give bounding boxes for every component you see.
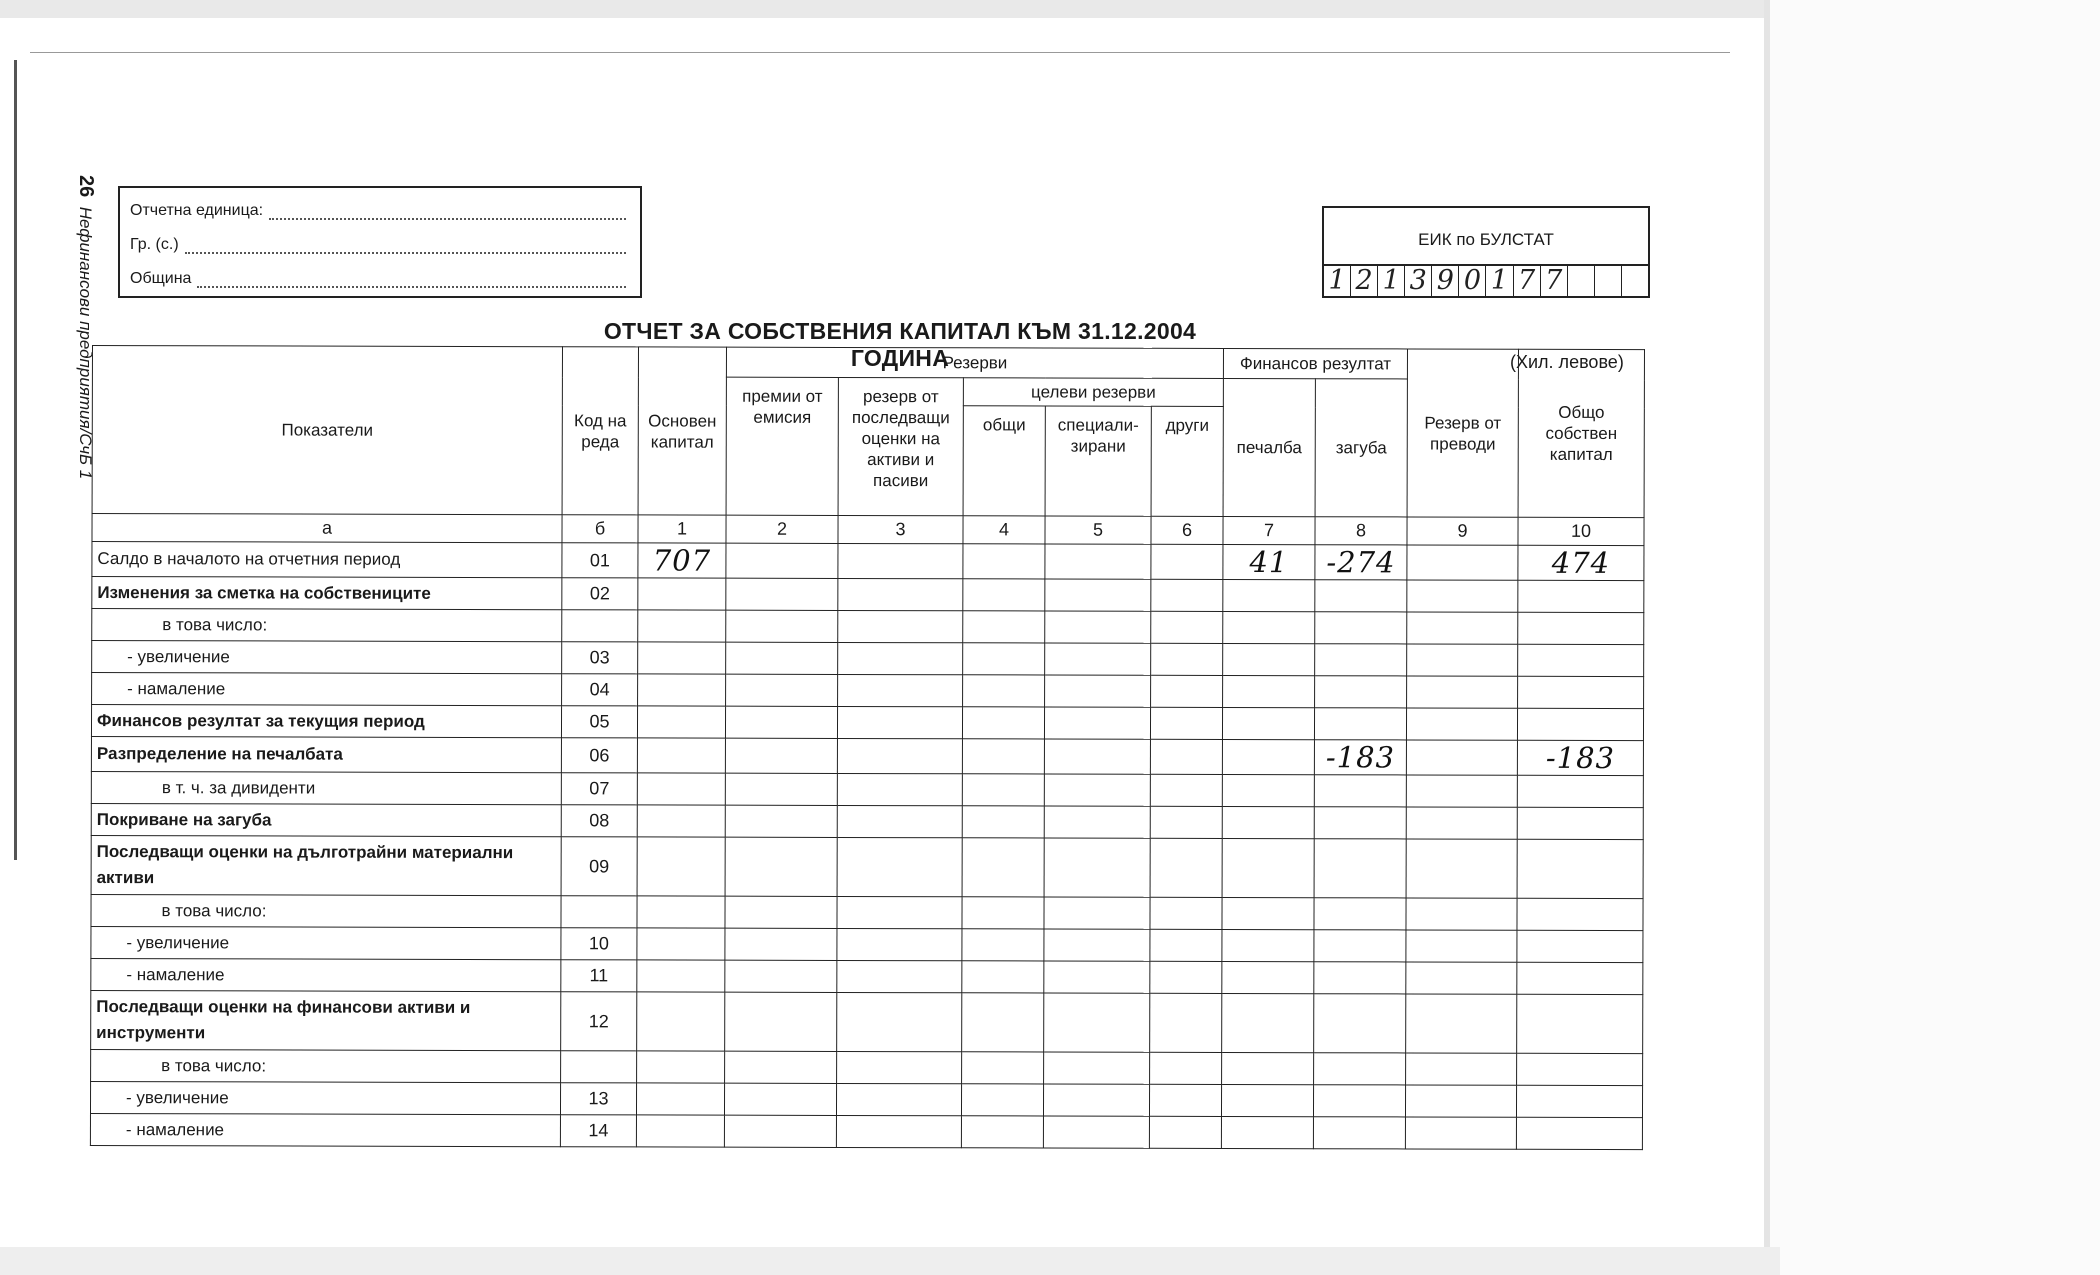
value-cell[interactable]: [1314, 898, 1406, 930]
value-cell[interactable]: [725, 706, 837, 738]
eik-digit[interactable]: 0: [1459, 266, 1486, 296]
value-cell[interactable]: [1315, 676, 1407, 708]
eik-digit[interactable]: 7: [1541, 266, 1568, 296]
value-cell[interactable]: [1517, 962, 1643, 994]
value-cell[interactable]: [1314, 1053, 1406, 1085]
row-code: 06: [561, 738, 637, 773]
value-cell[interactable]: [1518, 612, 1644, 644]
value-cell[interactable]: [638, 674, 726, 706]
value-cell[interactable]: [1314, 839, 1406, 898]
row-label: Разпределение на печалбата: [91, 736, 561, 772]
value-cell[interactable]: [1314, 775, 1406, 807]
value-cell[interactable]: [1516, 1117, 1642, 1149]
value-cell[interactable]: [1518, 708, 1644, 740]
row-label: Последващи оценки на финансови активи и инструменти: [91, 990, 561, 1050]
table-body: [90, 542, 1644, 1150]
eik-digit[interactable]: 1: [1486, 266, 1513, 296]
column-number: 9: [1407, 517, 1518, 545]
value-cell[interactable]: [1407, 545, 1518, 580]
value-cell[interactable]: [1044, 806, 1150, 838]
row-label: в това число:: [91, 894, 561, 927]
value-cell[interactable]: [1406, 807, 1517, 839]
value-cell[interactable]: [1222, 929, 1314, 961]
header-reserves: Резерви: [726, 347, 1223, 378]
eik-digit[interactable]: [1568, 266, 1595, 296]
eik-digit[interactable]: 1: [1324, 266, 1351, 296]
row-code: 02: [562, 578, 638, 610]
value-cell[interactable]: [837, 1051, 962, 1083]
value-cell[interactable]: [1044, 739, 1150, 774]
value-cell[interactable]: [1044, 929, 1150, 961]
value-cell[interactable]: [1405, 1117, 1516, 1149]
value-cell[interactable]: [963, 579, 1045, 611]
value-cell[interactable]: [725, 992, 837, 1051]
row-code: 10: [561, 928, 637, 960]
header-other: други: [1151, 406, 1223, 516]
value-cell[interactable]: [1407, 644, 1518, 676]
row-label: - увеличение: [90, 1081, 560, 1114]
reporting-unit-row: [130, 190, 626, 220]
value-cell[interactable]: [963, 611, 1045, 643]
page-edge-line: [14, 60, 17, 860]
row-code: 14: [560, 1115, 636, 1147]
value-cell[interactable]: [1407, 580, 1518, 612]
reporting-unit-field[interactable]: [269, 206, 626, 220]
value-cell[interactable]: [1315, 612, 1407, 644]
table-row: [91, 926, 1643, 962]
value-cell[interactable]: [1045, 611, 1151, 643]
table-row: [91, 1049, 1643, 1085]
value-cell[interactable]: [1517, 775, 1643, 807]
value-cell[interactable]: [962, 961, 1044, 993]
row-label: в това число:: [92, 609, 562, 642]
value-cell[interactable]: [724, 1115, 836, 1147]
table-row: [90, 1113, 1642, 1149]
table-row: [91, 835, 1643, 898]
value-cell[interactable]: [1150, 961, 1222, 993]
row-label: - увеличение: [91, 926, 561, 959]
value-cell[interactable]: [726, 543, 838, 578]
value-cell[interactable]: [637, 928, 725, 960]
value-cell[interactable]: [1314, 930, 1406, 962]
value-cell[interactable]: [1517, 898, 1643, 930]
scan-dash-line: [30, 52, 1730, 53]
value-cell[interactable]: [1314, 962, 1406, 994]
value-cell[interactable]: [1517, 930, 1643, 962]
value-cell[interactable]: [963, 675, 1045, 707]
row-label: Салдо в началото на отчетния период: [92, 542, 562, 578]
value-cell[interactable]: [961, 1084, 1043, 1116]
table-row: [90, 1081, 1642, 1117]
value-cell[interactable]: [726, 610, 838, 642]
value-cell[interactable]: [1517, 1085, 1643, 1117]
value-cell[interactable]: [1044, 993, 1150, 1052]
value-cell[interactable]: [725, 805, 837, 837]
value-cell[interactable]: [1044, 707, 1150, 739]
table-row: [92, 641, 1644, 677]
value-cell[interactable]: [837, 738, 962, 773]
value-cell[interactable]: [638, 578, 726, 610]
value-cell[interactable]: [1406, 775, 1517, 807]
row-code: [562, 610, 638, 642]
row-label: - намаление: [90, 1113, 560, 1146]
city-field[interactable]: [185, 240, 626, 254]
table-row: [91, 771, 1643, 807]
header-main-capital: Основен капитал: [638, 347, 726, 515]
value-cell[interactable]: [1406, 1085, 1517, 1117]
header-premium: премии от емисия: [726, 377, 838, 515]
value-cell[interactable]: [1045, 643, 1151, 675]
value-cell[interactable]: [637, 992, 725, 1051]
value-cell[interactable]: [1151, 675, 1223, 707]
value-cell[interactable]: [726, 674, 838, 706]
row-label: - намаление: [92, 673, 562, 706]
column-number: 8: [1315, 517, 1407, 545]
value-cell[interactable]: [1223, 675, 1315, 707]
eik-digit[interactable]: 7: [1514, 266, 1541, 296]
value-cell[interactable]: [725, 773, 837, 805]
value-cell[interactable]: [1407, 708, 1518, 740]
row-label: Последващи оценки на дълготрайни материални активи: [91, 835, 561, 895]
eik-box: [1322, 206, 1650, 298]
equity-table: [90, 345, 1645, 1150]
report-title: ОТЧЕТ ЗА СОБСТВЕНИЯ КАПИТАЛ КЪМ 31.12.2004 ГОДИНА: [603, 318, 1197, 371]
header-indicators: Показатели: [92, 346, 562, 515]
value-cell[interactable]: [725, 837, 837, 896]
value-cell[interactable]: [1045, 675, 1151, 707]
value-cell[interactable]: [637, 738, 725, 773]
equity-table-wrapper: [90, 345, 1644, 1189]
reporting-unit-label: Отчетна единица:: [130, 202, 264, 219]
table-row: [91, 705, 1643, 741]
value-cell[interactable]: [962, 897, 1044, 929]
value-cell[interactable]: [1406, 898, 1517, 930]
row-code: 03: [562, 642, 638, 674]
row-code: 07: [561, 773, 637, 805]
table-row: [92, 542, 1644, 581]
eik-digit[interactable]: 3: [1405, 266, 1432, 296]
value-cell[interactable]: [1150, 993, 1222, 1052]
city-row: [130, 224, 626, 254]
header-translation-reserve: Резерв от преводи: [1407, 349, 1518, 517]
row-code: 11: [561, 960, 637, 992]
value-cell[interactable]: [1150, 739, 1222, 774]
value-cell[interactable]: [1222, 993, 1314, 1052]
column-number: 2: [726, 515, 838, 543]
column-number: 7: [1223, 516, 1315, 544]
value-cell[interactable]: [1313, 1117, 1405, 1149]
value-cell[interactable]: [1044, 961, 1150, 993]
value-cell[interactable]: [838, 610, 963, 642]
value-cell[interactable]: [962, 806, 1044, 838]
table-row: [91, 803, 1643, 839]
header-revaluation: резерв от последващи оценки на активи и пасиви: [838, 377, 963, 515]
value-cell[interactable]: -274: [1315, 545, 1407, 580]
value-cell[interactable]: [1222, 1052, 1314, 1084]
value-cell[interactable]: [1407, 612, 1518, 644]
value-cell[interactable]: [637, 960, 725, 992]
value-cell[interactable]: [962, 774, 1044, 806]
value-cell[interactable]: [1221, 1084, 1313, 1116]
side-title: Нефинансови предприятия/СчБ 1: [76, 206, 95, 480]
eik-digit[interactable]: 1: [1378, 266, 1405, 296]
column-number: 6: [1151, 516, 1223, 544]
value-cell[interactable]: [1222, 961, 1314, 993]
value-cell[interactable]: [1517, 807, 1643, 839]
scan-bottom-edge: [0, 1247, 1780, 1275]
value-cell[interactable]: [1517, 1053, 1643, 1085]
value-cell[interactable]: [962, 739, 1044, 774]
row-label: в т. ч. за дивиденти: [91, 771, 561, 804]
value-cell[interactable]: [1313, 1085, 1405, 1117]
value-cell[interactable]: [838, 543, 963, 578]
value-cell[interactable]: [638, 642, 726, 674]
value-cell[interactable]: [837, 896, 962, 928]
value-cell[interactable]: [1518, 676, 1644, 708]
value-cell[interactable]: [1315, 644, 1407, 676]
header-profit: печалба: [1223, 378, 1315, 516]
value-cell[interactable]: [637, 837, 725, 896]
header-row-code: Код на реда: [562, 347, 638, 515]
value-cell[interactable]: [1150, 1052, 1222, 1084]
value-cell[interactable]: [1043, 1084, 1149, 1116]
value-cell[interactable]: [1149, 1116, 1221, 1148]
header-total-equity: Общо собствен капитал: [1518, 349, 1644, 517]
value-cell[interactable]: [637, 706, 725, 738]
value-cell[interactable]: [1406, 994, 1517, 1053]
value-cell[interactable]: [725, 960, 837, 992]
value-cell[interactable]: [837, 805, 962, 837]
header-fin-result: Финансов резултат: [1223, 348, 1407, 378]
value-cell[interactable]: [725, 1051, 837, 1083]
value-cell[interactable]: [962, 1052, 1044, 1084]
value-cell[interactable]: [1222, 897, 1314, 929]
value-cell[interactable]: [1222, 739, 1314, 774]
value-cell[interactable]: [961, 1116, 1043, 1148]
column-number: 3: [838, 515, 963, 543]
value-cell[interactable]: [726, 642, 838, 674]
row-label: Финансов резултат за текущия период: [91, 705, 561, 738]
value-cell[interactable]: [1406, 962, 1517, 994]
value-cell[interactable]: [1043, 1116, 1149, 1148]
value-cell[interactable]: [1151, 544, 1223, 579]
row-code: 04: [562, 674, 638, 706]
value-cell[interactable]: [838, 578, 963, 610]
value-cell[interactable]: [1407, 676, 1518, 708]
row-code: 08: [561, 805, 637, 837]
value-cell[interactable]: [1222, 774, 1314, 806]
value-cell[interactable]: [1150, 838, 1222, 897]
value-cell[interactable]: 707: [638, 543, 726, 578]
municipality-row: [130, 258, 626, 288]
value-cell[interactable]: [962, 707, 1044, 739]
value-cell[interactable]: [837, 960, 962, 992]
header-specialized: специали-зирани: [1045, 406, 1151, 516]
table-row: [91, 894, 1643, 930]
value-cell[interactable]: [836, 1083, 961, 1115]
value-cell[interactable]: [1518, 580, 1644, 612]
value-cell[interactable]: [1517, 839, 1643, 898]
value-cell[interactable]: [1044, 1052, 1150, 1084]
table-row: [92, 577, 1644, 613]
value-cell[interactable]: -183: [1517, 740, 1643, 775]
value-cell[interactable]: [1222, 707, 1314, 739]
row-code: [561, 896, 637, 928]
value-cell[interactable]: [1044, 774, 1150, 806]
value-cell[interactable]: [1314, 807, 1406, 839]
value-cell[interactable]: [1221, 1116, 1313, 1148]
value-cell[interactable]: [1518, 644, 1644, 676]
column-number: 10: [1518, 517, 1644, 545]
value-cell[interactable]: [1315, 580, 1407, 612]
value-cell[interactable]: [1406, 740, 1517, 775]
value-cell[interactable]: 474: [1518, 545, 1644, 580]
row-code: 01: [562, 543, 638, 578]
value-cell[interactable]: [1222, 806, 1314, 838]
value-cell[interactable]: [963, 643, 1045, 675]
row-label: Покриване на загуба: [91, 803, 561, 836]
value-cell[interactable]: [638, 610, 726, 642]
column-number: 4: [963, 516, 1045, 544]
value-cell[interactable]: [1223, 643, 1315, 675]
value-cell[interactable]: [1314, 708, 1406, 740]
column-number: а: [92, 514, 562, 543]
municipality-label: Община: [130, 270, 192, 287]
table-row: [91, 736, 1643, 775]
reporting-unit-box: [118, 186, 642, 298]
table-row: [91, 990, 1643, 1053]
value-cell[interactable]: [636, 1083, 724, 1115]
value-cell[interactable]: [837, 837, 962, 896]
row-label: Изменения за сметка на собствениците: [92, 577, 562, 610]
column-number: б: [562, 515, 638, 543]
value-cell[interactable]: [1223, 579, 1315, 611]
header-general: общи: [963, 406, 1045, 516]
row-code: 13: [560, 1083, 636, 1115]
header-loss: загуба: [1315, 379, 1407, 517]
value-cell[interactable]: [836, 1115, 961, 1147]
value-cell[interactable]: [1406, 1053, 1517, 1085]
value-cell[interactable]: [962, 993, 1044, 1052]
value-cell[interactable]: [1150, 774, 1222, 806]
header-target-reserves: целеви резерви: [963, 378, 1223, 407]
row-label: в това число:: [91, 1049, 561, 1082]
value-cell[interactable]: [1517, 994, 1643, 1053]
page-number: 26: [75, 175, 97, 198]
value-cell[interactable]: [963, 544, 1045, 579]
eik-label: ЕИК по БУЛСТАТ: [1418, 230, 1554, 249]
value-cell[interactable]: [637, 773, 725, 805]
value-cell[interactable]: [724, 1083, 836, 1115]
value-cell[interactable]: [837, 706, 962, 738]
value-cell[interactable]: [636, 1115, 724, 1147]
row-label: - намаление: [91, 958, 561, 991]
value-cell[interactable]: [838, 642, 963, 674]
value-cell[interactable]: [962, 838, 1044, 897]
column-number: 1: [638, 515, 726, 543]
value-cell[interactable]: [1149, 1084, 1221, 1116]
municipality-field[interactable]: [197, 274, 626, 288]
value-cell[interactable]: [725, 928, 837, 960]
value-cell[interactable]: [1150, 806, 1222, 838]
row-code: 09: [561, 837, 637, 896]
value-cell[interactable]: [1406, 930, 1517, 962]
value-cell[interactable]: -183: [1314, 740, 1406, 775]
value-cell[interactable]: [838, 674, 963, 706]
value-cell[interactable]: [725, 896, 837, 928]
eik-digit[interactable]: 9: [1432, 266, 1459, 296]
value-cell[interactable]: [962, 929, 1044, 961]
value-cell[interactable]: [637, 805, 725, 837]
table-row: [92, 673, 1644, 709]
scan-right-margin: [1764, 0, 2100, 1275]
eik-digit[interactable]: 2: [1351, 266, 1378, 296]
eik-digit-cells: [1324, 264, 1648, 296]
city-label: Гр. (с.): [130, 236, 179, 253]
row-code: 12: [561, 992, 637, 1051]
column-number: 5: [1045, 516, 1151, 544]
row-code: [561, 1051, 637, 1083]
row-label: - увеличение: [92, 641, 562, 674]
row-code: 05: [561, 706, 637, 738]
value-cell[interactable]: [1151, 611, 1223, 643]
value-cell[interactable]: [837, 773, 962, 805]
value-cell[interactable]: [725, 738, 837, 773]
table-row: [91, 958, 1643, 994]
eik-digit[interactable]: [1595, 266, 1622, 296]
value-cell[interactable]: [1151, 643, 1223, 675]
eik-digit[interactable]: [1622, 266, 1648, 296]
value-cell[interactable]: [1150, 707, 1222, 739]
value-cell[interactable]: [1045, 544, 1151, 579]
value-cell[interactable]: [1223, 611, 1315, 643]
value-cell[interactable]: [726, 578, 838, 610]
value-cell[interactable]: [1222, 838, 1314, 897]
table-row: [92, 609, 1644, 645]
value-cell[interactable]: [637, 896, 725, 928]
value-cell[interactable]: [1150, 897, 1222, 929]
value-cell[interactable]: [1044, 838, 1150, 897]
value-cell[interactable]: [1044, 897, 1150, 929]
value-cell[interactable]: 41: [1223, 544, 1315, 579]
units-label: (Хил. левове): [1510, 352, 1624, 372]
value-cell[interactable]: [1151, 579, 1223, 611]
value-cell[interactable]: [837, 992, 962, 1051]
value-cell[interactable]: [637, 1051, 725, 1083]
value-cell[interactable]: [1045, 579, 1151, 611]
value-cell[interactable]: [837, 928, 962, 960]
value-cell[interactable]: [1314, 994, 1406, 1053]
column-number-row: [92, 514, 1644, 546]
value-cell[interactable]: [1406, 839, 1517, 898]
value-cell[interactable]: [1150, 929, 1222, 961]
